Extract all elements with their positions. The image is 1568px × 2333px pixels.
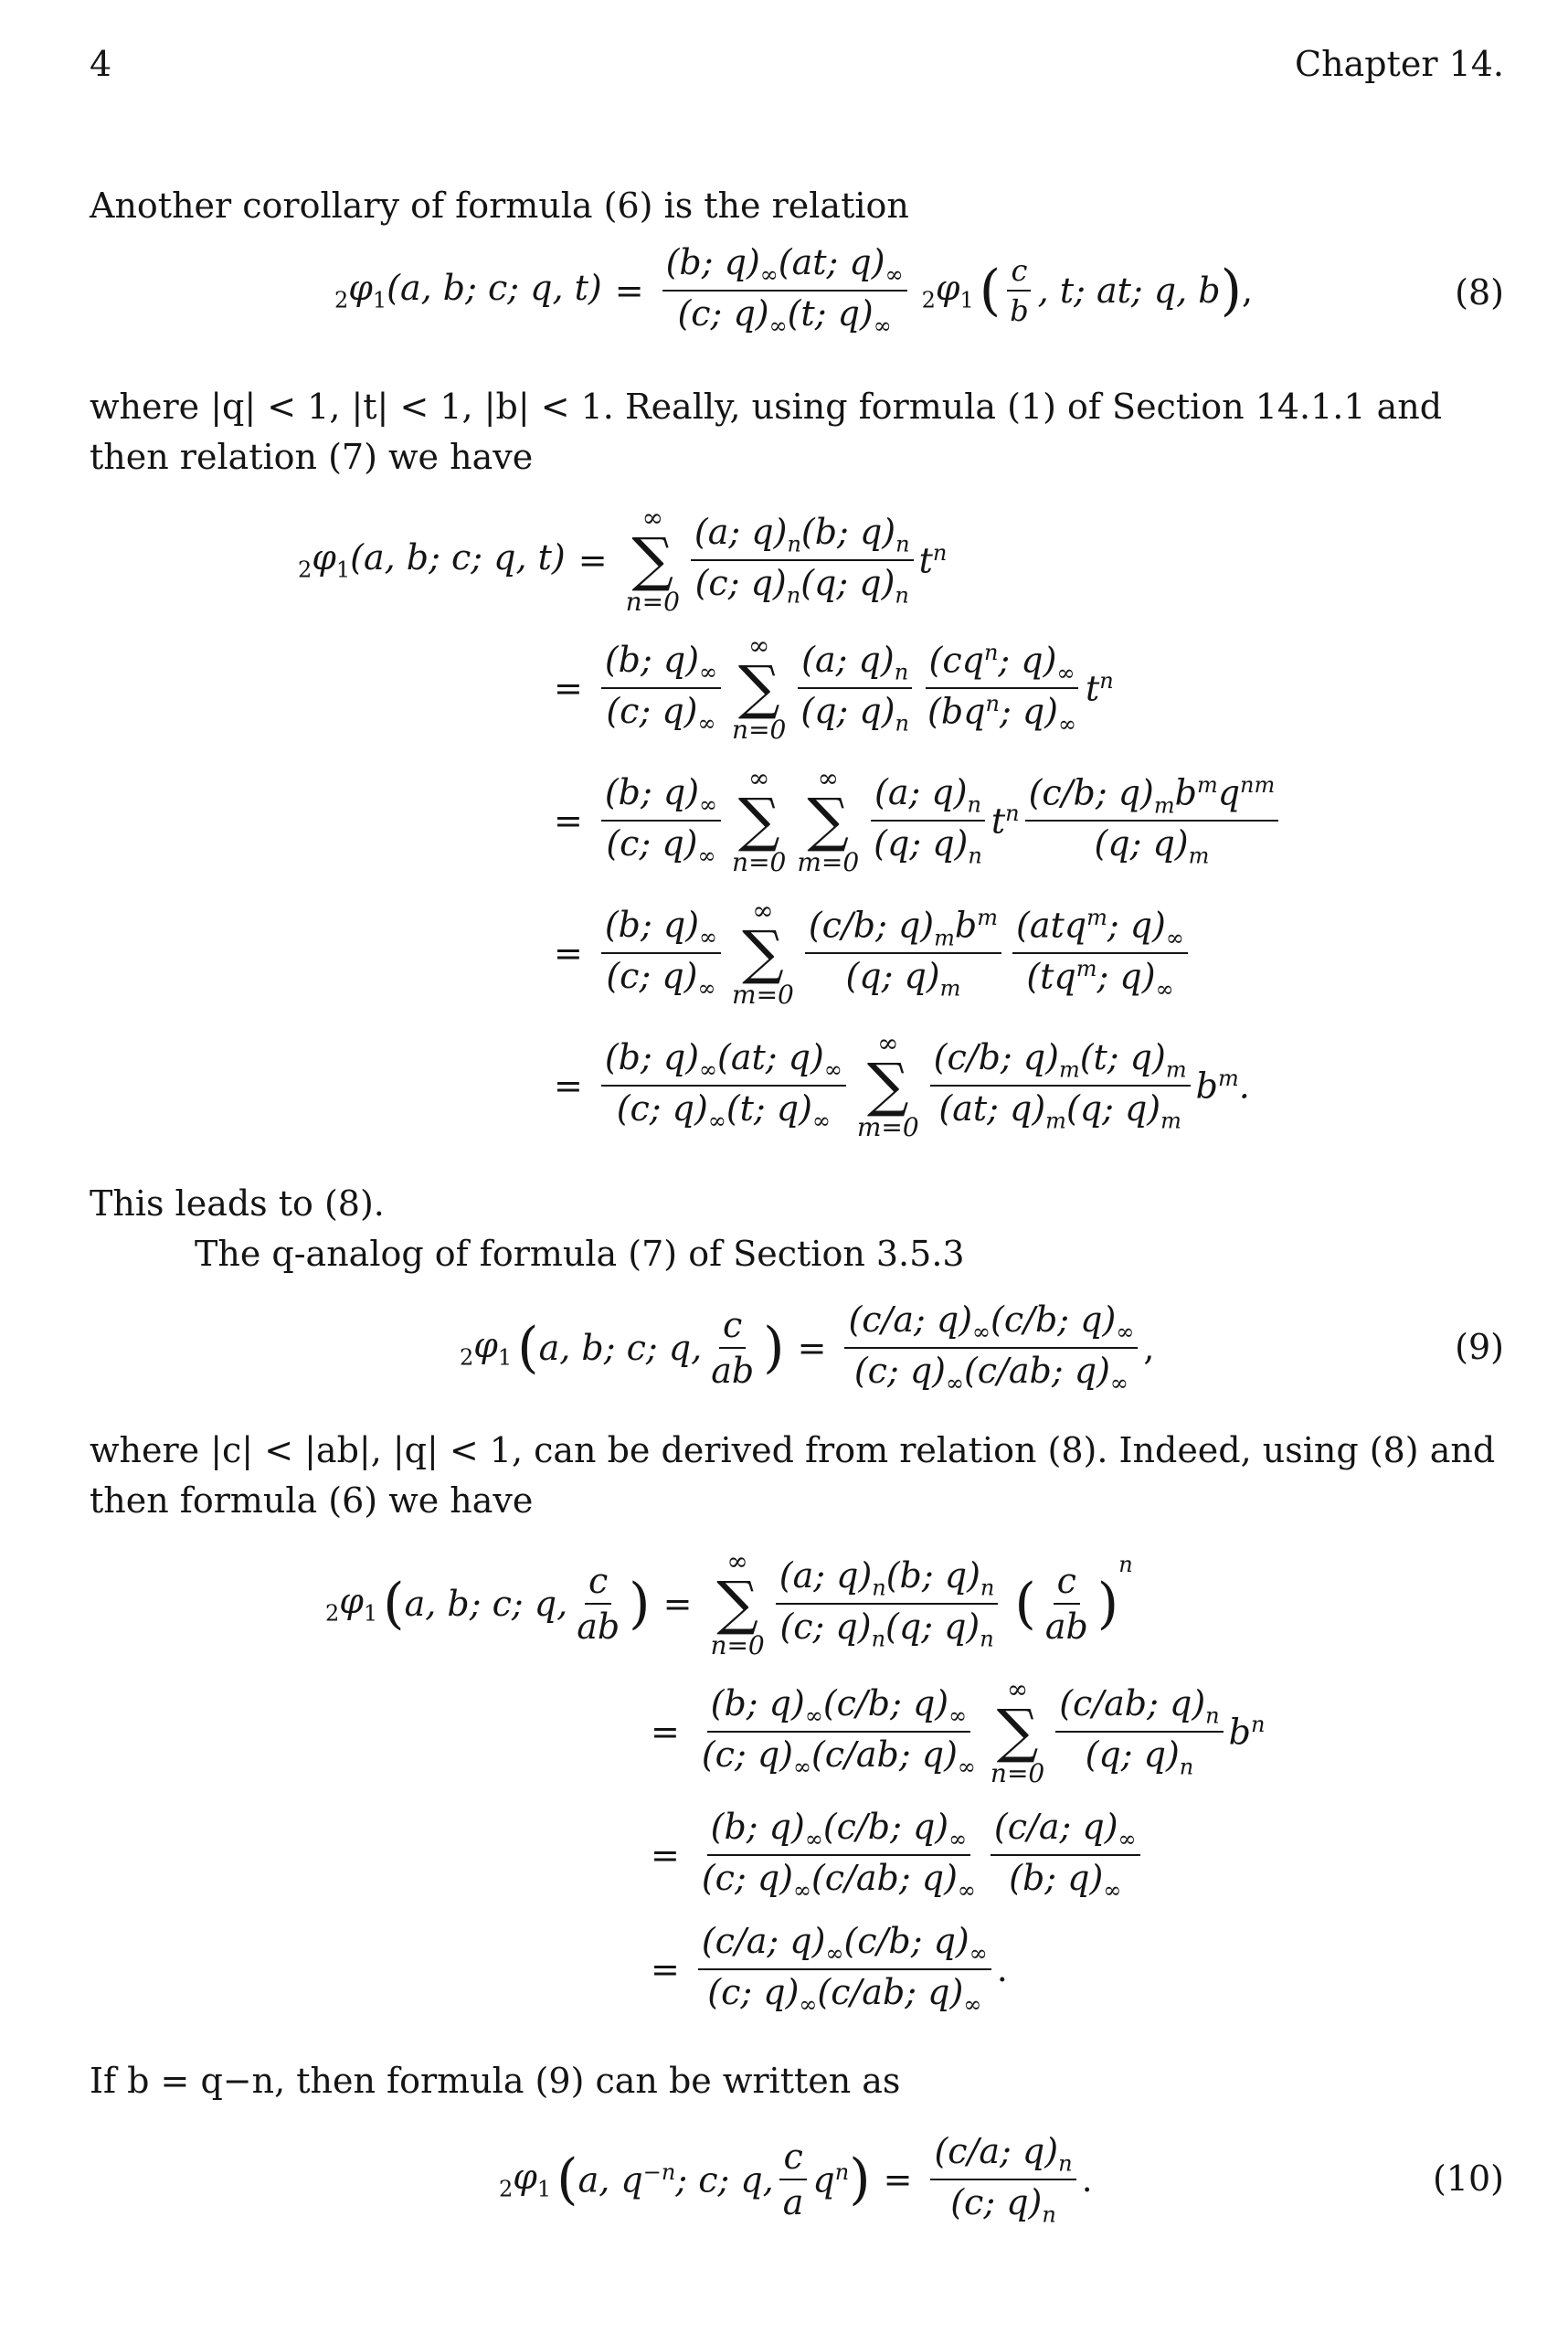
paragraph-intro: Another corollary of formula (6) is the relation (90, 186, 909, 226)
equation-number: (9) (1455, 1327, 1504, 1367)
paragraph-q-analog: The q-analog of formula (7) of Section 3.5.3 (195, 1234, 965, 1274)
equation-9-body: $_2\varphi_1$ ( a, b; c; q, $\frac{c}{ab}$ ) = $\frac{(c/a; q)_\infty(c/b; q)_\infty}{(c; q)_\infty(c/ab; q)_\infty}$ , (460, 1299, 1155, 1396)
paragraph-leads: This leads to (8). (90, 1183, 385, 1224)
derivation-2-line-1: $_2\varphi_1$ ( a, b; c; q, $\frac{c}{ab}$ ) = ∞ ∑ n=0 $\frac{(a; q)_n(b; q)_n}{(c; q)_n(q; q)_n}$ ( $\frac{c}{ab}$ ) $^n$ (325, 1546, 1133, 1660)
derivation-1-line-5: = $\frac{(b; q)_\infty(at; q)_\infty}{(c; q)_\infty(t; q)_\infty}$ ∞ ∑ m=0 $\frac{(c/b; q)_m(t; q)_m}{(at; q)_m(q; q)_m}$ $b^m$. (554, 1028, 1250, 1142)
derivation-2 (90, 1544, 1504, 2056)
equation-8 (90, 242, 1504, 339)
equation-10-body: $_2\varphi_1$ ( a, $q^{-n}$; c; q, $\frac{c}{a}$ $q^n$ ) = $\frac{(c/a; q)_n}{(c; q)_n}$ . (499, 2131, 1093, 2228)
derivation-1 (90, 501, 1504, 1159)
derivation-2-line-2: = $\frac{(b; q)_\infty(c/b; q)_\infty}{(c; q)_\infty(c/ab; q)_\infty}$ ∞ ∑ n=0 $\frac{(c/ab; q)_n}{(q; q)_n}$ $b^n$ (651, 1674, 1266, 1788)
paragraph-where-2: where |c| < |ab|, |q| < 1, can be derived from relation (8). Indeed, using (8) and then formula (6) we have (90, 1430, 1496, 1521)
derivation-1-line-1: $_2\varphi_1(a$, b; c; q, t) = ∞ ∑ n=0 $\frac{(a; q)_n(b; q)_n}{(c; q)_n(q; q)_n}$ $t^n$ (298, 503, 948, 617)
derivation-2-line-4: = $\frac{(c/a; q)_\infty(c/b; q)_\infty}{(c; q)_\infty(c/ab; q)_\infty}$ . (651, 1921, 1008, 2018)
equation-number: (10) (1432, 2158, 1504, 2199)
paragraph-if: If b = q−n, then formula (9) can be written as (90, 2061, 901, 2101)
derivation-1-line-2: = $\frac{(b; q)_\infty}{(c; q)_\infty}$ ∞ ∑ n=0 $\frac{(a; q)_n}{(q; q)_n}$ $\frac{(cq^n; q)_\infty}{(bq^n; q)_\infty}$ $t^n$ (554, 631, 1114, 745)
equation-9 (90, 1298, 1504, 1398)
equation-8-body: $_2\varphi_1(a$, b; c; q, t) = $\frac{(b; q)_\infty(at; q)_\infty}{(c; q)_\infty(t; q)_\infty}$ $_2\varphi_1$ ( $\frac{c}{b}$ , t; at; q, b ) , (334, 242, 1254, 339)
equation-10 (90, 2129, 1504, 2230)
equation-number: (8) (1455, 272, 1504, 313)
derivation-2-line-3: = $\frac{(b; q)_\infty(c/b; q)_\infty}{(c; q)_\infty(c/ab; q)_\infty}$ $\frac{(c/a; q)_\infty}{(b; q)_\infty}$ (638, 1805, 1146, 1905)
page-header (90, 44, 1504, 99)
chapter-title: Chapter 14. (1295, 44, 1504, 84)
page-number: 4 (90, 44, 112, 84)
derivation-1-line-3: = $\frac{(b; q)_\infty}{(c; q)_\infty}$ ∞ ∑ n=0 ∞ ∑ m=0 $\frac{(a; q)_n}{(q; q)_n}$ $t^n$ $\frac{(c/b; q)_mb^mq^{nm}}{(q; q)_m}$ (541, 761, 1284, 880)
paragraph-where: where |q| < 1, |t| < 1, |b| < 1. Really, using formula (1) of Section 14.1.1 and then relation (7) we have (90, 387, 1443, 477)
derivation-1-line-4: = $\frac{(b; q)_\infty}{(c; q)_\infty}$ ∞ ∑ m=0 $\frac{(c/b; q)_mb^m}{(q; q)_m}$ $\frac{(atq^m; q)_\infty}{(tq^m; q)_\infty}$ (541, 894, 1193, 1013)
